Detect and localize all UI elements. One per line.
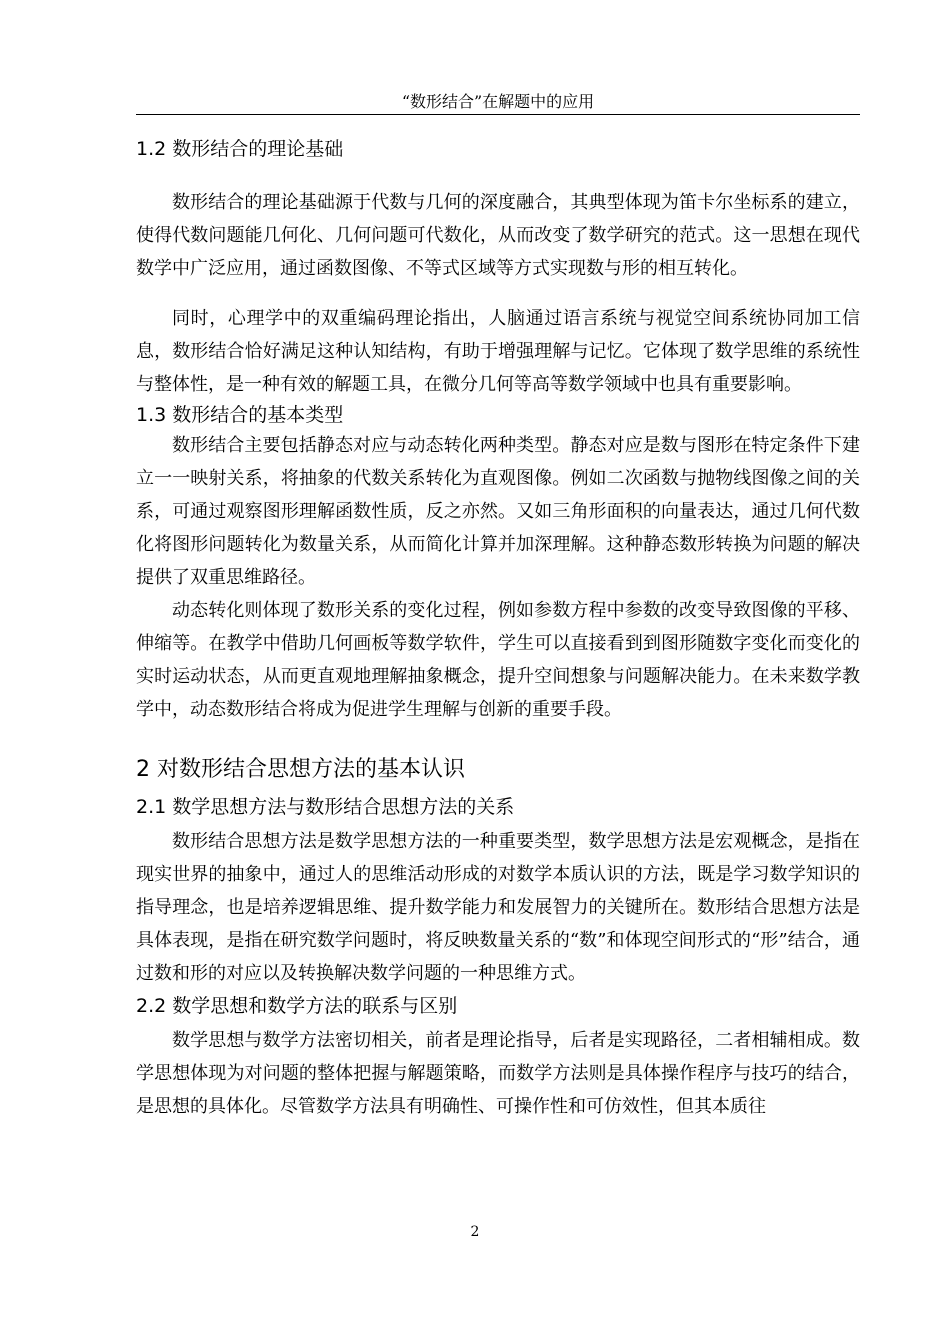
page-number: 2 — [470, 1224, 480, 1240]
section-heading-2-2: 2.2 数学思想和数学方法的联系与区别 — [136, 995, 458, 1017]
paragraph: 数形结合思想方法是数学思想方法的一种重要类型，数学思想方法是宏观概念，是指在现实世界的抽象中，通过人的思维活动形成的对数学本质认识的方法，既是学习数学知识的指导理念，也是培养逻辑思维、提升数学能力和发展智力的关键所在。数形结合思想方法是具体表现，是指在研究数学问题时，将反映数量关系的“数”和体现空间形式的“形”结合，通过数和形的对应以及转换解决数学问题的一种思维方式。 — [136, 831, 860, 984]
chapter-heading-2: 2 对数形结合思想方法的基本认识 — [136, 757, 465, 782]
paragraph: 数形结合主要包括静态对应与动态转化两种类型。静态对应是数与图形在特定条件下建立一一映射关系，将抽象的代数关系转化为直观图像。例如二次函数与抛物线图像之间的关系，可通过观察图形理解函数性质，反之亦然。又如三角形面积的向量表达，通过几何代数化将图形问题转化为数量关系，从而简化计算并加深理解。这种静态数形转换为问题的解决提供了双重思维路径。 — [136, 435, 860, 588]
paragraph: 数学思想与数学方法密切相关，前者是理论指导，后者是实现路径，二者相辅相成。数学思想体现为对问题的整体把握与解题策略，而数学方法则是具体操作程序与技巧的结合，是思想的具体化。尽管数学方法具有明确性、可操作性和可仿效性，但其本质往 — [136, 1030, 860, 1117]
section-heading-1-3: 1.3 数形结合的基本类型 — [136, 404, 344, 426]
page-body — [136, 130, 860, 1123]
paragraph: 动态转化则体现了数形关系的变化过程，例如参数方程中参数的改变导致图像的平移、伸缩等。在教学中借助几何画板等数学软件，学生可以直接看到到图形随数字变化而变化的实时运动状态，从而更直观地理解抽象概念，提升空间想象与问题解决能力。在未来数学教学中，动态数形结合将成为促进学生理解与创新的重要手段。 — [136, 600, 860, 720]
section-heading-1-2: 1.2 数形结合的理论基础 — [136, 138, 344, 160]
paragraph: 数形结合的理论基础源于代数与几何的深度融合，其典型体现为笛卡尔坐标系的建立，使得代数问题能几何化、几何问题可代数化，从而改变了数学研究的范式。这一思想在现代数学中广泛应用，通过函数图像、不等式区域等方式实现数与形的相互转化。 — [136, 192, 860, 279]
paragraph: 同时，心理学中的双重编码理论指出，人脑通过语言系统与视觉空间系统协同加工信息，数形结合恰好满足这种认知结构，有助于增强理解与记忆。它体现了数学思维的系统性与整体性，是一种有效的解题工具，在微分几何等高等数学领域中也具有重要影响。 — [136, 308, 860, 395]
header-rule — [136, 114, 860, 115]
section-heading-2-1: 2.1 数学思想方法与数形结合思想方法的关系 — [136, 796, 515, 818]
running-header: “数形结合”在解题中的应用 — [401, 92, 595, 111]
